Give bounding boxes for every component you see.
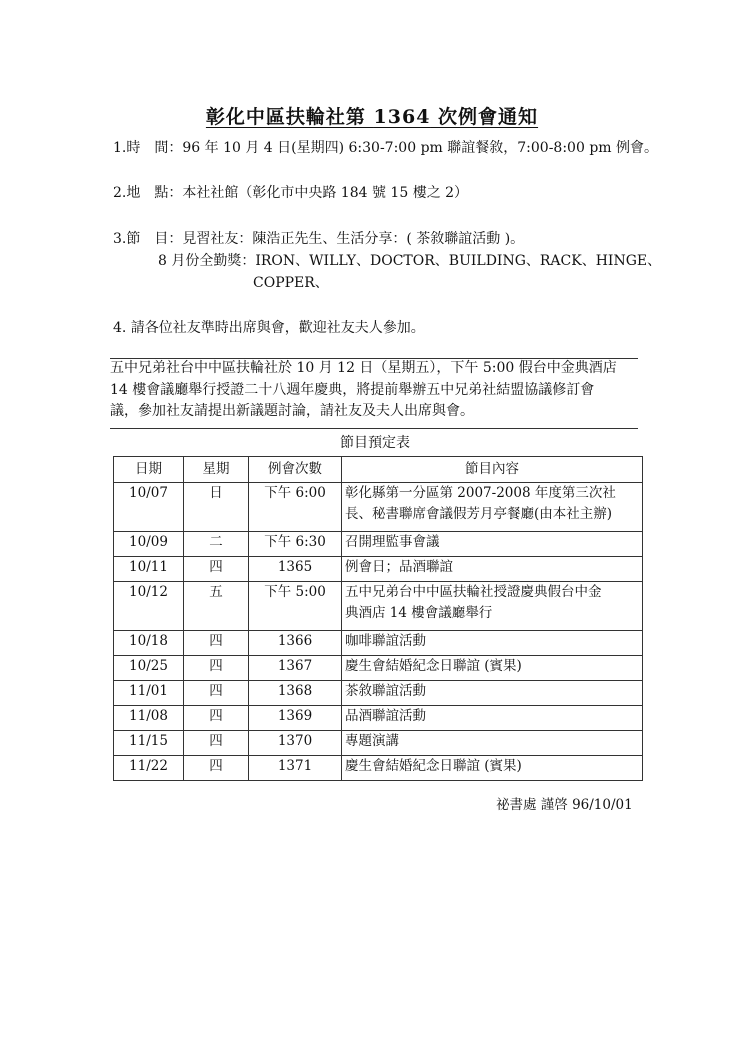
- item-attendance-award: 8 月份全勤獎：IRON、WILLY、DOCTOR、BUILDING、RACK、HINGE、: [158, 253, 662, 269]
- cell-weekday: 四: [184, 756, 249, 781]
- signature: 祕書處 謹啓 96/10/01: [496, 797, 633, 813]
- notice-bottom-rule: [110, 428, 638, 429]
- cell-weekday: 四: [184, 557, 249, 582]
- cell-weekday: 日: [184, 483, 249, 532]
- cell-date: 10/25: [114, 656, 184, 681]
- cell-content: 召開理監事會議: [342, 532, 643, 557]
- item-place: 2.地 點：本社社館（彰化市中央路 184 號 15 樓之 2）: [113, 185, 469, 201]
- cell-date: 10/18: [114, 631, 184, 656]
- table-row: [114, 756, 643, 781]
- header-weekday: 星期: [184, 457, 249, 483]
- cell-content: [342, 483, 643, 532]
- cell-date: 11/22: [114, 756, 184, 781]
- cell-content-line: 典酒店 14 樓會議廳舉行: [345, 605, 493, 621]
- cell-meeting: 1370: [249, 731, 342, 756]
- cell-meeting: 下午 5:00: [249, 582, 342, 631]
- item-invite: 4. 請各位社友準時出席與會，歡迎社友夫人參加。: [113, 320, 425, 336]
- cell-date: 11/08: [114, 706, 184, 731]
- header-date: 日期: [114, 457, 184, 483]
- cell-date: 11/01: [114, 681, 184, 706]
- schedule-table: [113, 456, 643, 781]
- schedule-header-row: [114, 457, 643, 483]
- table-row: [114, 483, 643, 532]
- title-number: 1364: [373, 106, 431, 128]
- cell-meeting: 1368: [249, 681, 342, 706]
- header-content: 節目內容: [342, 457, 643, 483]
- cell-weekday: 四: [184, 656, 249, 681]
- cell-weekday: 五: [184, 582, 249, 631]
- cell-weekday: 四: [184, 631, 249, 656]
- cell-content: 慶生會結婚紀念日聯誼 (賓果): [342, 656, 643, 681]
- table-row: [114, 532, 643, 557]
- item-time: 1.時 間：96 年 10 月 4 日(星期四) 6:30-7:00 pm 聯誼餐敘，7:00-8:00 pm 例會。: [113, 140, 659, 156]
- table-row: [114, 731, 643, 756]
- cell-date: 10/12: [114, 582, 184, 631]
- cell-content-line: 五中兄弟台中中區扶輪社授證慶典假台中金: [345, 584, 602, 600]
- table-row: [114, 582, 643, 631]
- cell-meeting: 下午 6:00: [249, 483, 342, 532]
- header-meeting: 例會次數: [249, 457, 342, 483]
- item-program: 3.節 目：見習社友：陳浩正先生、生活分享：( 茶敘聯誼活動 )。: [113, 231, 525, 247]
- cell-meeting: 1365: [249, 557, 342, 582]
- title-suffix: 次例會通知: [430, 106, 539, 128]
- title-prefix: 彰化中區扶輪社第: [205, 106, 374, 128]
- table-row: [114, 631, 643, 656]
- cell-weekday: 四: [184, 731, 249, 756]
- cell-meeting: 1371: [249, 756, 342, 781]
- notice-paragraph: [110, 358, 640, 423]
- cell-content: [342, 582, 643, 631]
- cell-weekday: 四: [184, 706, 249, 731]
- table-row: [114, 656, 643, 681]
- cell-content: 專題演講: [342, 731, 643, 756]
- cell-date: 10/09: [114, 532, 184, 557]
- cell-meeting: 1367: [249, 656, 342, 681]
- cell-date: 10/11: [114, 557, 184, 582]
- table-row: [114, 557, 643, 582]
- notice-line: 議，參加社友請提出新議題討論，請社友及夫人出席與會。: [110, 403, 474, 419]
- cell-meeting: 1366: [249, 631, 342, 656]
- cell-weekday: 二: [184, 532, 249, 557]
- cell-meeting: 1369: [249, 706, 342, 731]
- cell-content: 茶敘聯誼活動: [342, 681, 643, 706]
- cell-meeting: 下午 6:30: [249, 532, 342, 557]
- cell-date: 10/07: [114, 483, 184, 532]
- table-row: [114, 681, 643, 706]
- cell-weekday: 四: [184, 681, 249, 706]
- cell-date: 11/15: [114, 731, 184, 756]
- cell-content: 品酒聯誼活動: [342, 706, 643, 731]
- table-row: [114, 706, 643, 731]
- cell-content: 慶生會結婚紀念日聯誼 (賓果): [342, 756, 643, 781]
- cell-content-line: 彰化縣第一分區第 2007-2008 年度第三次社: [345, 485, 616, 501]
- cell-content-line: 長、秘書聯席會議假芳月亭餐廳(由本社主辦): [345, 506, 613, 522]
- item-attendance-award-cont: COPPER、: [253, 275, 329, 291]
- cell-content: 咖啡聯誼活動: [342, 631, 643, 656]
- page-title: [0, 102, 744, 129]
- cell-content: 例會日；品酒聯誼: [342, 557, 643, 582]
- notice-line: 14 樓會議廳舉行授證二十八週年慶典，將提前舉辦五中兄弟社結盟協議修訂會: [110, 381, 595, 398]
- schedule-title: 節目預定表: [340, 435, 410, 451]
- notice-line: 五中兄弟社台中中區扶輪社於 10 月 12 日（星期五），下午 5:00 假台中金典酒店: [110, 360, 617, 376]
